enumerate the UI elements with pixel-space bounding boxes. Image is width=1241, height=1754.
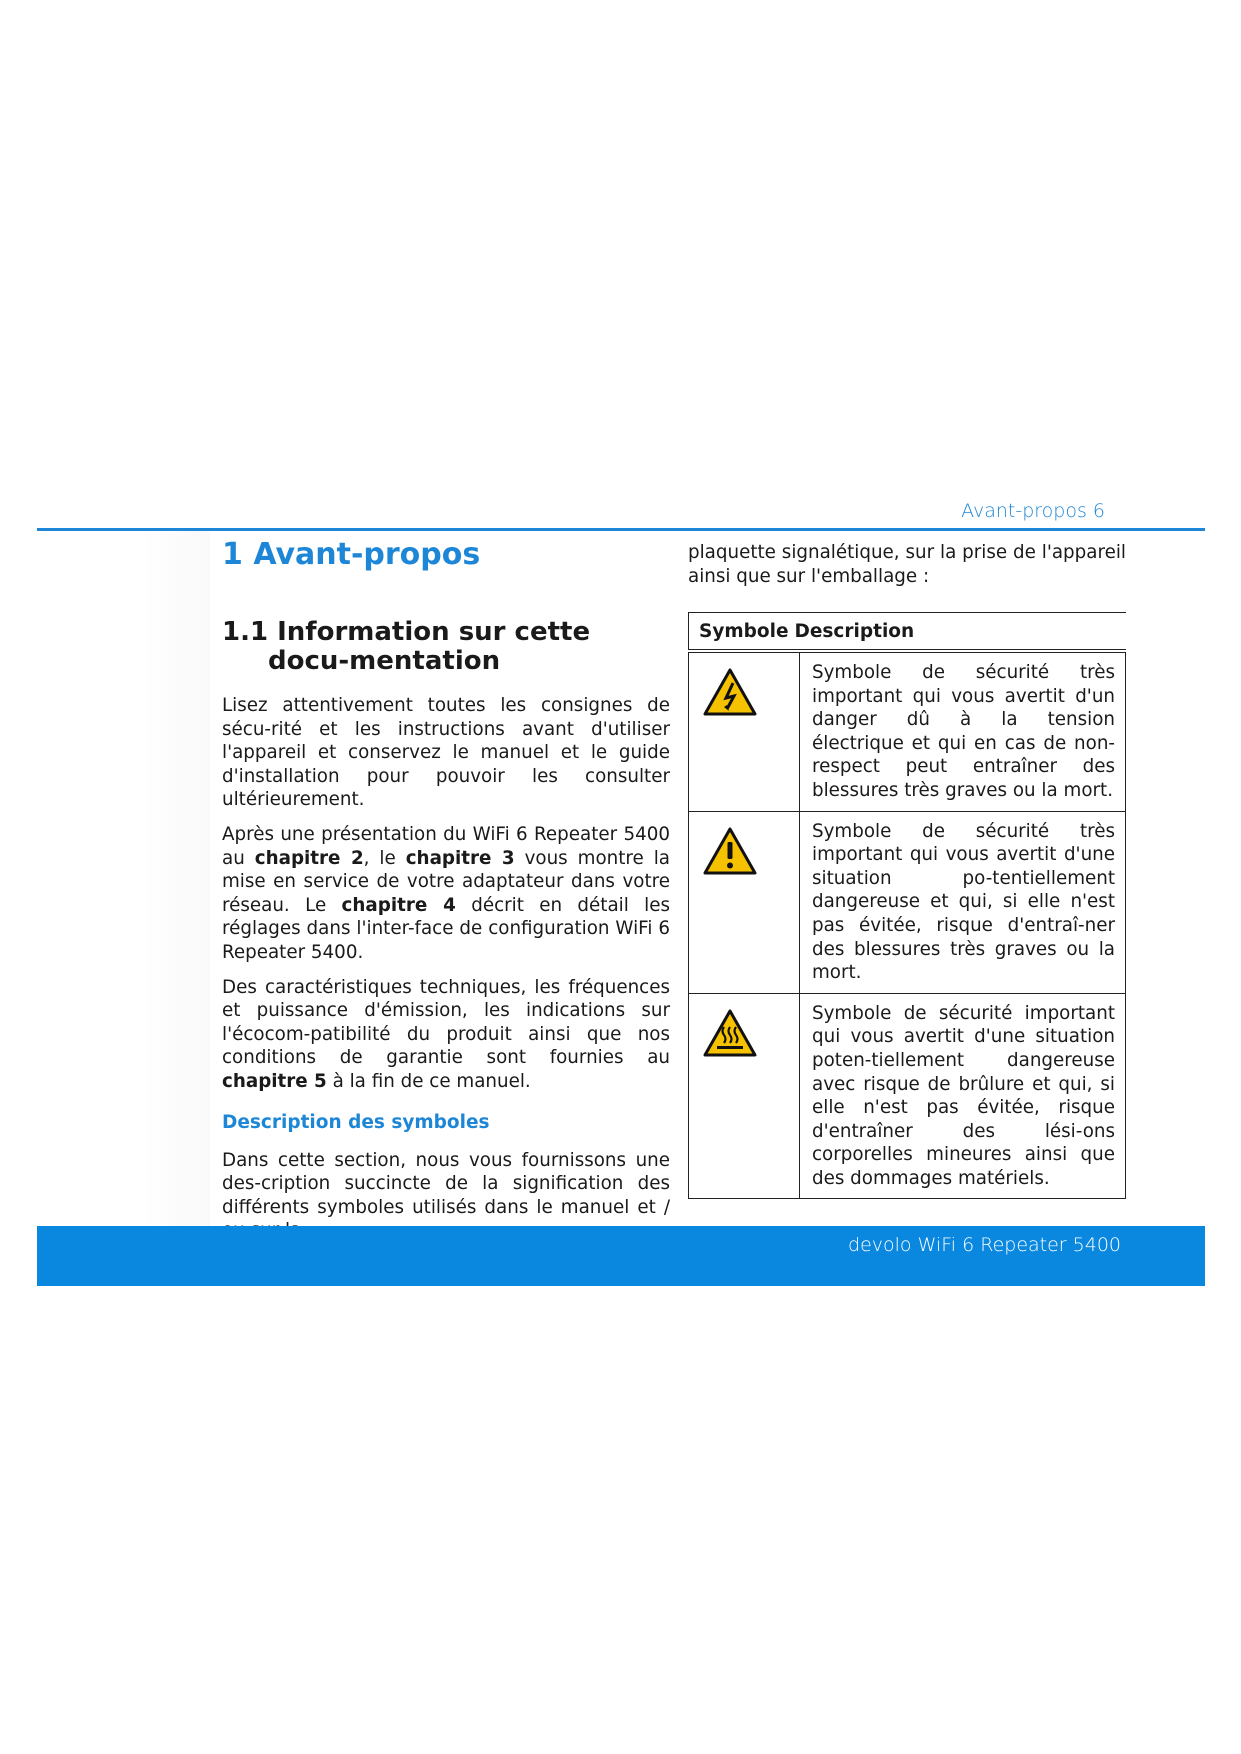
hot-surface-icon (690, 1042, 758, 1063)
paragraph-3: Des caractéristiques techniques, les fréquences et puissance d'émission, les indications sur l'écocom-patibilité du produit ainsi que nos conditions de garantie sont fournies au chapitre 5 à la fin de ce manuel. (222, 976, 670, 1092)
table-row (689, 651, 1126, 811)
paragraph-4: Dans cette section, nous vous fournissons une des-cription succincte de la signification des différents symboles utilisés dans le manuel et / (222, 1149, 670, 1218)
paragraph-1: Lisez attentivement toutes les consignes de sécu-rité et les instructions avant d'utiliser l'appareil et conservez le manuel et le guide d'installation pour pouvoir les consulter ultérieurement. (222, 695, 670, 811)
general-warning-icon (690, 860, 758, 881)
table-row (689, 993, 1126, 1199)
row-description: Symbole de sécurité important qui vous avertit d'une situation poten-tiellement dangereuse avec risque de brûlure et qui, si elle n'est pas évitée, risque d'entraîner des lési-ons corporelles mineures ainsi que des dommages matériels. (800, 993, 1126, 1199)
header-symbol: Symbole (699, 620, 789, 642)
footer-band (37, 1226, 1205, 1286)
electric-hazard-icon (690, 701, 758, 722)
table-row (689, 811, 1126, 993)
section-title: 1.1 Information sur cette docu-mentation (222, 617, 591, 676)
footer-product: devolo WiFi 6 Repeater 5400 (848, 1234, 1121, 1256)
symbols-table (688, 612, 1126, 1199)
header-description: Description (794, 620, 915, 642)
left-column (222, 536, 670, 1254)
subheading-symbols: Description des symboles (222, 1111, 490, 1133)
right-intro: plaquette signalétique, sur la prise de l'appareil ainsi que sur l'emballage : (688, 542, 1126, 587)
chapter-title: 1 Avant-propos (222, 537, 481, 572)
running-header: Avant-propos 6 (961, 500, 1105, 522)
right-column (688, 541, 1126, 588)
row-description: Symbole de sécurité très important qui vous avertit d'un danger dû à la tension électrique et qui en cas de non-respect peut entraîner des blessures très graves ou la mort. (800, 651, 1126, 811)
header-rule (37, 528, 1205, 531)
table-header (689, 613, 1126, 652)
paragraph-2: Après une présentation du WiFi 6 Repeater 5400 au chapitre 2, le chapitre 3 vous montre la mise en service de votre adaptateur dans votre réseau. Le chapitre 4 décrit en détail les réglages dans l'inter-face de configuration WiFi 6 Repeater 5400. (222, 823, 671, 963)
row-description: Symbole de sécurité très important qui vous avertit d'une situation po-tentiellement dangereuse et qui, si elle n'est pas évitée, risque d'entraî-ner des blessures très graves ou la mort. (800, 811, 1126, 993)
